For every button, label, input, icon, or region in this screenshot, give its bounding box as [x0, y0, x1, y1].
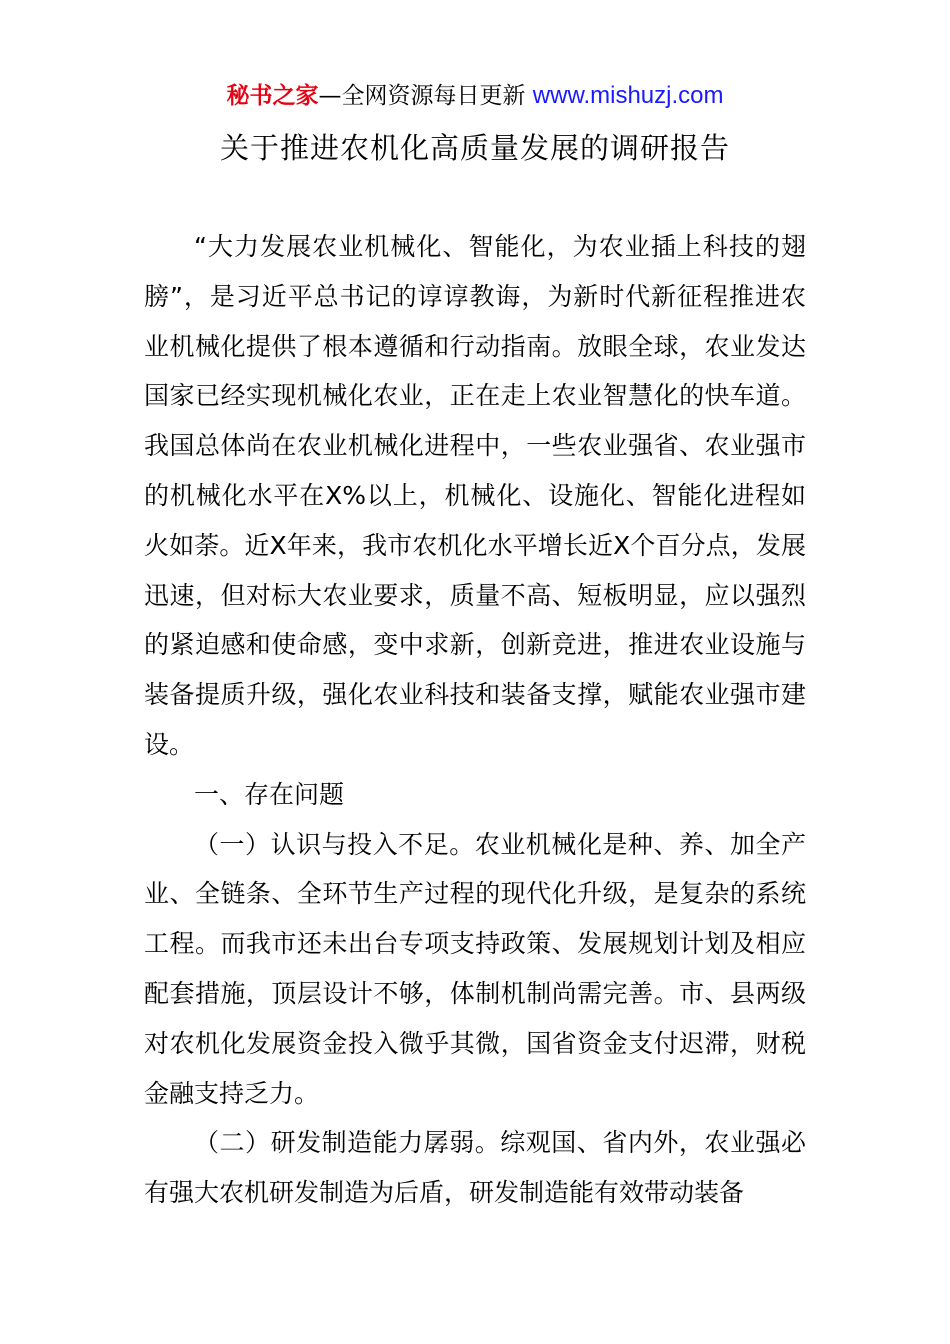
document-title: 关于推进农机化高质量发展的调研报告 — [219, 131, 730, 165]
site-url-link[interactable]: www.mishuzj.com — [532, 82, 724, 109]
section-heading-problems: 一、存在问题 — [194, 779, 345, 809]
subsection-paragraph-2: （二）研发制造能力孱弱。综观国、省内外，农业强必有强大农机研发制造为后盾，研发制造能有效带动装备 — [144, 1128, 806, 1208]
site-banner — [0, 81, 950, 111]
site-tagline: —全网资源每日更新 — [318, 83, 533, 109]
document-body — [144, 222, 806, 1218]
site-brand: 秘书之家 — [226, 83, 319, 109]
intro-paragraph: “大力发展农业机械化、智能化，为农业插上科技的翅膀”，是习近平总书记的谆谆教诲，为新时代新征程推进农业机械化提供了根本遵循和行动指南。放眼全球，农业发达国家已经实现机械化农业，正在走上农业智慧化的快车道。我国总体尚在农业机械化进程中，一些农业强省、农业强市的机械化水平在X%以上，机械化、设施化、智能化进程如火如荼。近X年来，我市农机化水平增长近X个百分点，发展迅速，但对标大农业要求，质量不高、短板明显，应以强烈的紧迫感和使命感，变中求新，创新竞进，推进农业设施与装备提质升级，强化农业科技和装备支撑，赋能农业强市建设。 — [144, 232, 806, 759]
subsection-paragraph-1: （一）认识与投入不足。农业机械化是种、养、加全产业、全链条、全环节生产过程的现代化升级，是复杂的系统工程。而我市还未出台专项支持政策、发展规划计划及相应配套措施，顶层设计不够，体制机制尚需完善。市、县两级对农机化发展资金投入微乎其微，国省资金支付迟滞，财税金融支持乏力。 — [144, 829, 806, 1108]
